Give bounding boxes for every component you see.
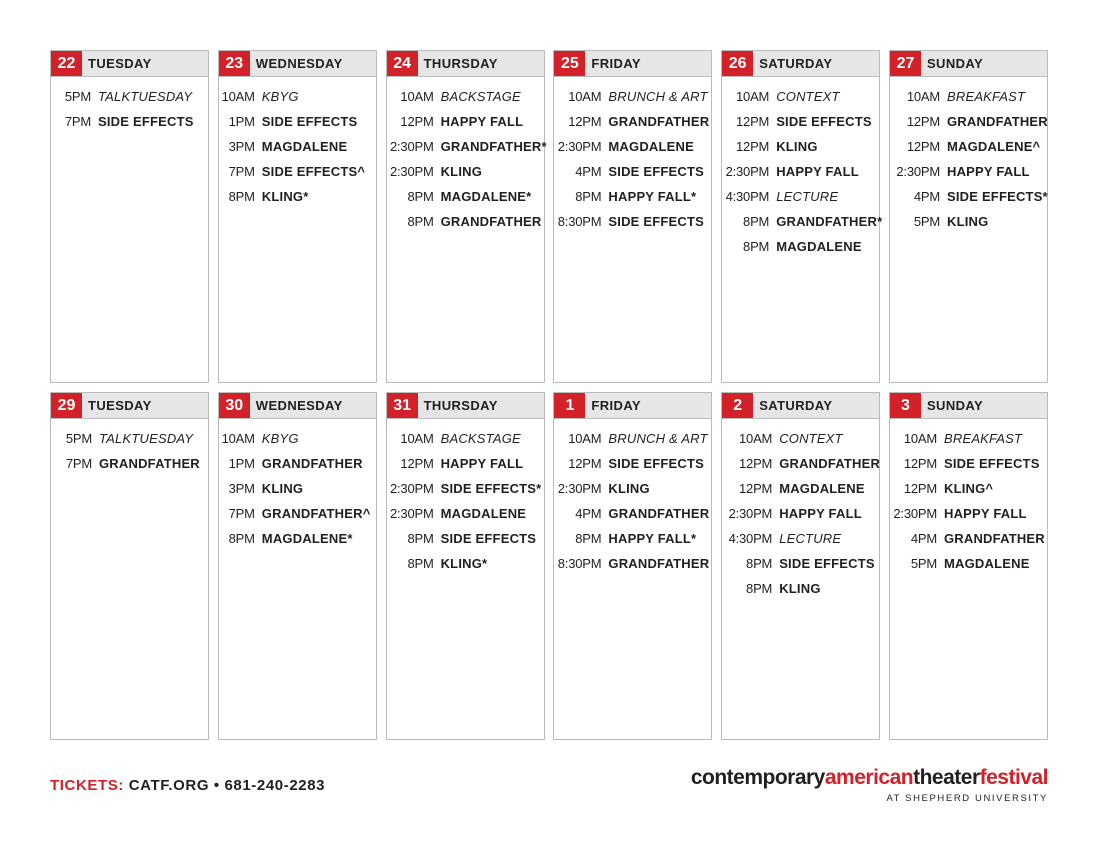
event-time: 8PM bbox=[575, 531, 602, 546]
day-header bbox=[387, 51, 544, 77]
event-item bbox=[554, 109, 711, 134]
event-title: KLING bbox=[440, 164, 483, 179]
event-time: 2:30PM bbox=[389, 481, 434, 496]
event-title: MAGDALENE bbox=[261, 139, 348, 154]
event-list bbox=[51, 426, 208, 476]
event-time: 4PM bbox=[910, 531, 937, 546]
event-title: MAGDALENE bbox=[779, 481, 865, 496]
day-header bbox=[219, 393, 376, 419]
day-header bbox=[554, 51, 711, 77]
event-time: 7PM bbox=[64, 114, 91, 129]
event-title: GRANDFATHER^ bbox=[261, 506, 371, 521]
event-title: BACKSTAGE bbox=[440, 89, 521, 104]
event-title: KBYG bbox=[261, 431, 299, 446]
event-time: 12PM bbox=[400, 456, 434, 471]
event-item bbox=[554, 209, 711, 234]
day-number: 22 bbox=[51, 51, 82, 76]
day-number: 2 bbox=[722, 393, 753, 418]
event-list bbox=[51, 84, 208, 134]
event-item bbox=[387, 184, 544, 209]
event-title: KLING* bbox=[440, 556, 488, 571]
day-name: FRIDAY bbox=[591, 56, 641, 71]
event-item bbox=[554, 501, 711, 526]
day-column bbox=[721, 392, 880, 740]
day-number: 23 bbox=[219, 51, 250, 76]
event-item bbox=[722, 576, 879, 601]
event-time: 2:30PM bbox=[893, 506, 937, 521]
event-time: 10AM bbox=[568, 431, 602, 446]
event-item bbox=[219, 84, 376, 109]
day-column bbox=[218, 50, 377, 383]
event-item bbox=[722, 526, 879, 551]
event-item bbox=[387, 134, 547, 159]
event-item bbox=[890, 451, 1047, 476]
event-time: 2:30PM bbox=[728, 506, 773, 521]
event-item bbox=[722, 159, 879, 184]
event-title: MAGDALENE* bbox=[440, 189, 532, 204]
event-item bbox=[219, 451, 376, 476]
event-item bbox=[554, 526, 711, 551]
event-item bbox=[554, 476, 711, 501]
event-list bbox=[890, 426, 1047, 576]
event-time: 8PM bbox=[746, 556, 773, 571]
event-item bbox=[890, 526, 1047, 551]
event-title: SIDE EFFECTS bbox=[608, 456, 704, 471]
event-item bbox=[890, 209, 1047, 234]
event-time: 4PM bbox=[575, 506, 602, 521]
day-number: 24 bbox=[387, 51, 418, 76]
event-title: MAGDALENE bbox=[608, 139, 694, 154]
event-title: GRANDFATHER bbox=[946, 114, 1048, 129]
event-title: CONTEXT bbox=[779, 431, 843, 446]
event-title: HAPPY FALL bbox=[943, 506, 1027, 521]
event-item bbox=[387, 451, 544, 476]
day-column bbox=[721, 50, 883, 383]
event-item bbox=[387, 426, 544, 451]
tickets-info bbox=[50, 777, 325, 794]
event-item bbox=[51, 451, 208, 476]
event-item bbox=[890, 159, 1047, 184]
event-item bbox=[722, 501, 879, 526]
event-title: MAGDALENE* bbox=[261, 531, 353, 546]
event-title: KLING* bbox=[261, 189, 309, 204]
event-title: HAPPY FALL bbox=[440, 456, 524, 471]
event-title: GRANDFATHER bbox=[261, 456, 363, 471]
event-title: KBYG bbox=[261, 89, 299, 104]
event-item bbox=[722, 476, 879, 501]
day-header bbox=[219, 51, 376, 77]
day-column bbox=[889, 50, 1048, 383]
event-time: 5PM bbox=[913, 214, 940, 229]
event-item bbox=[387, 551, 544, 576]
event-time: 8PM bbox=[407, 556, 434, 571]
event-time: 12PM bbox=[739, 481, 773, 496]
event-time: 2:30PM bbox=[389, 506, 434, 521]
event-time: 12PM bbox=[568, 114, 602, 129]
event-time: 2:30PM bbox=[557, 481, 602, 496]
day-column bbox=[218, 392, 377, 740]
event-title: HAPPY FALL bbox=[440, 114, 524, 129]
event-item bbox=[387, 109, 544, 134]
event-item bbox=[890, 476, 1047, 501]
event-title: TALKTUESDAY bbox=[98, 89, 193, 104]
event-time: 7PM bbox=[228, 164, 255, 179]
event-title: GRANDFATHER bbox=[99, 456, 200, 471]
event-time: 8PM bbox=[743, 239, 770, 254]
event-item bbox=[722, 109, 879, 134]
event-time: 12PM bbox=[568, 456, 602, 471]
event-time: 12PM bbox=[739, 456, 773, 471]
week-row-1 bbox=[50, 50, 1048, 383]
event-title: HAPPY FALL bbox=[779, 506, 862, 521]
event-title: MAGDALENE^ bbox=[946, 139, 1041, 154]
day-column bbox=[386, 50, 545, 383]
event-item bbox=[219, 526, 376, 551]
event-item bbox=[219, 426, 376, 451]
day-number: 29 bbox=[51, 393, 82, 418]
event-item bbox=[554, 451, 711, 476]
event-item bbox=[890, 84, 1047, 109]
day-name: WEDNESDAY bbox=[255, 398, 343, 413]
event-time: 8PM bbox=[407, 531, 434, 546]
event-title: KLING bbox=[946, 214, 989, 229]
event-time: 2:30PM bbox=[725, 164, 770, 179]
event-time: 8PM bbox=[743, 214, 770, 229]
event-list bbox=[890, 84, 1047, 234]
day-name: TUESDAY bbox=[88, 56, 152, 71]
event-time: 10AM bbox=[906, 89, 940, 104]
day-number: 27 bbox=[890, 51, 921, 76]
event-time: 2:30PM bbox=[896, 164, 940, 179]
day-header bbox=[554, 393, 711, 419]
event-list bbox=[722, 426, 879, 601]
event-title: SIDE EFFECTS bbox=[779, 556, 875, 571]
day-number: 1 bbox=[554, 393, 585, 418]
event-item bbox=[387, 84, 544, 109]
event-item bbox=[387, 209, 544, 234]
event-item bbox=[387, 159, 544, 184]
event-list bbox=[554, 84, 711, 234]
event-item bbox=[51, 84, 208, 109]
event-list bbox=[387, 426, 544, 576]
event-time: 5PM bbox=[65, 431, 92, 446]
day-number: 31 bbox=[387, 393, 418, 418]
event-item bbox=[219, 501, 376, 526]
event-time: 8PM bbox=[228, 531, 255, 546]
event-title: GRANDFATHER bbox=[440, 214, 542, 229]
event-item bbox=[722, 451, 879, 476]
tickets-label: TICKETS: bbox=[50, 777, 124, 794]
event-title: HAPPY FALL* bbox=[608, 189, 697, 204]
day-name: SATURDAY bbox=[759, 398, 833, 413]
event-time: 5PM bbox=[910, 556, 937, 571]
event-title: GRANDFATHER bbox=[779, 456, 881, 471]
event-time: 12PM bbox=[903, 481, 937, 496]
event-time: 8:30PM bbox=[557, 214, 602, 229]
event-time: 10AM bbox=[568, 89, 602, 104]
event-time: 4:30PM bbox=[728, 531, 773, 546]
week-row-2 bbox=[50, 392, 1048, 740]
event-title: HAPPY FALL* bbox=[608, 531, 697, 546]
event-title: BREAKFAST bbox=[946, 89, 1026, 104]
logo-subtitle: AT SHEPHERD UNIVERSITY bbox=[886, 793, 1048, 804]
event-title: BRUNCH & ART bbox=[608, 431, 708, 446]
event-title: SIDE EFFECTS^ bbox=[261, 164, 366, 179]
event-time: 8PM bbox=[407, 189, 434, 204]
event-time: 7PM bbox=[228, 506, 255, 521]
event-title: SIDE EFFECTS bbox=[440, 531, 537, 546]
day-column bbox=[50, 392, 209, 740]
event-item bbox=[554, 159, 711, 184]
event-item bbox=[554, 426, 711, 451]
event-item bbox=[219, 476, 376, 501]
logo-wordmark bbox=[691, 766, 1048, 790]
event-title: GRANDFATHER* bbox=[440, 139, 547, 154]
event-time: 10AM bbox=[903, 431, 937, 446]
event-item bbox=[219, 134, 376, 159]
event-list bbox=[722, 84, 883, 259]
event-time: 8PM bbox=[228, 189, 255, 204]
day-name: SUNDAY bbox=[926, 398, 984, 413]
logo-part-contemporary: contemporary bbox=[690, 766, 825, 789]
event-time: 12PM bbox=[906, 139, 940, 154]
day-header bbox=[387, 393, 544, 419]
event-title: KLING bbox=[608, 481, 650, 496]
event-title: GRANDFATHER bbox=[943, 531, 1045, 546]
event-item bbox=[387, 501, 544, 526]
event-time: 3PM bbox=[228, 481, 255, 496]
day-name: FRIDAY bbox=[591, 398, 641, 413]
event-time: 12PM bbox=[906, 114, 940, 129]
event-time: 1PM bbox=[228, 114, 255, 129]
event-title: BACKSTAGE bbox=[440, 431, 521, 446]
day-header bbox=[890, 393, 1047, 419]
logo-part-festival: festival bbox=[979, 766, 1048, 789]
day-header bbox=[722, 393, 879, 419]
day-column bbox=[50, 50, 209, 383]
event-item bbox=[722, 234, 879, 259]
event-list bbox=[219, 84, 376, 209]
event-time: 12PM bbox=[400, 114, 434, 129]
event-title: HAPPY FALL bbox=[776, 164, 859, 179]
event-time: 2:30PM bbox=[389, 139, 434, 154]
event-time: 12PM bbox=[736, 139, 770, 154]
event-item bbox=[554, 551, 711, 576]
day-name: THURSDAY bbox=[423, 56, 498, 71]
day-column bbox=[889, 392, 1048, 740]
event-item bbox=[722, 209, 883, 234]
festival-logo bbox=[691, 766, 1048, 804]
event-title: SIDE EFFECTS* bbox=[440, 481, 542, 496]
event-title: KLING^ bbox=[943, 481, 994, 496]
event-item bbox=[51, 109, 208, 134]
event-title: MAGDALENE bbox=[440, 506, 527, 521]
event-title: TALKTUESDAY bbox=[99, 431, 194, 446]
day-number: 3 bbox=[890, 393, 921, 418]
event-time: 4:30PM bbox=[725, 189, 770, 204]
tickets-contact: CATF.ORG • 681-240-2283 bbox=[123, 777, 326, 794]
day-column bbox=[553, 50, 712, 383]
event-title: CONTEXT bbox=[776, 89, 840, 104]
event-time: 10AM bbox=[221, 89, 255, 104]
event-item bbox=[219, 159, 376, 184]
day-name: WEDNESDAY bbox=[255, 56, 343, 71]
day-header bbox=[722, 51, 879, 77]
event-item bbox=[722, 551, 879, 576]
day-number: 25 bbox=[554, 51, 585, 76]
event-item bbox=[722, 184, 879, 209]
event-time: 1PM bbox=[228, 456, 255, 471]
event-title: SIDE EFFECTS bbox=[98, 114, 194, 129]
event-list bbox=[387, 84, 547, 234]
event-title: BREAKFAST bbox=[943, 431, 1023, 446]
event-time: 4PM bbox=[575, 164, 602, 179]
day-number: 30 bbox=[219, 393, 250, 418]
event-title: SIDE EFFECTS bbox=[608, 214, 704, 229]
event-item bbox=[51, 426, 208, 451]
day-name: SATURDAY bbox=[759, 56, 833, 71]
event-item bbox=[722, 84, 879, 109]
event-title: KLING bbox=[261, 481, 304, 496]
event-title: HAPPY FALL bbox=[946, 164, 1030, 179]
event-item bbox=[890, 551, 1047, 576]
event-title: GRANDFATHER* bbox=[776, 214, 883, 229]
event-item bbox=[722, 134, 879, 159]
event-item bbox=[890, 426, 1047, 451]
event-time: 4PM bbox=[913, 189, 940, 204]
day-header bbox=[51, 51, 208, 77]
event-time: 10AM bbox=[400, 431, 434, 446]
event-title: KLING bbox=[776, 139, 818, 154]
event-title: SIDE EFFECTS bbox=[943, 456, 1040, 471]
event-time: 7PM bbox=[65, 456, 92, 471]
day-column bbox=[553, 392, 712, 740]
event-item bbox=[890, 134, 1047, 159]
event-item bbox=[890, 184, 1047, 209]
logo-part-theater: theater bbox=[913, 766, 980, 789]
event-time: 8PM bbox=[575, 189, 602, 204]
logo-part-american: american bbox=[824, 766, 914, 789]
event-time: 8PM bbox=[746, 581, 773, 596]
event-item bbox=[554, 84, 711, 109]
day-header bbox=[51, 393, 208, 419]
event-list bbox=[219, 426, 376, 551]
event-title: GRANDFATHER bbox=[608, 506, 710, 521]
event-time: 2:30PM bbox=[389, 164, 434, 179]
event-time: 12PM bbox=[736, 114, 770, 129]
event-title: GRANDFATHER bbox=[608, 556, 710, 571]
event-item bbox=[387, 526, 544, 551]
event-time: 12PM bbox=[903, 456, 937, 471]
event-item bbox=[554, 184, 711, 209]
day-header bbox=[890, 51, 1047, 77]
event-time: 10AM bbox=[739, 431, 773, 446]
event-title: LECTURE bbox=[779, 531, 842, 546]
event-time: 10AM bbox=[736, 89, 770, 104]
event-time: 2:30PM bbox=[557, 139, 602, 154]
event-item bbox=[554, 134, 711, 159]
event-item bbox=[890, 109, 1047, 134]
event-item bbox=[387, 476, 544, 501]
event-title: SIDE EFFECTS bbox=[261, 114, 358, 129]
event-time: 8PM bbox=[407, 214, 434, 229]
event-time: 5PM bbox=[64, 89, 91, 104]
day-column bbox=[386, 392, 545, 740]
event-title: SIDE EFFECTS bbox=[608, 164, 704, 179]
event-title: MAGDALENE bbox=[943, 556, 1030, 571]
event-item bbox=[219, 184, 376, 209]
event-title: SIDE EFFECTS* bbox=[946, 189, 1048, 204]
event-time: 10AM bbox=[221, 431, 255, 446]
event-title: LECTURE bbox=[776, 189, 839, 204]
event-item bbox=[722, 426, 879, 451]
event-title: MAGDALENE bbox=[776, 239, 862, 254]
day-name: TUESDAY bbox=[88, 398, 152, 413]
event-list bbox=[554, 426, 711, 576]
event-title: GRANDFATHER bbox=[608, 114, 710, 129]
event-item bbox=[219, 109, 376, 134]
event-time: 3PM bbox=[228, 139, 255, 154]
event-title: KLING bbox=[779, 581, 821, 596]
day-name: SUNDAY bbox=[926, 56, 984, 71]
event-title: BRUNCH & ART bbox=[608, 89, 708, 104]
day-number: 26 bbox=[722, 51, 753, 76]
event-time: 8:30PM bbox=[557, 556, 602, 571]
day-name: THURSDAY bbox=[423, 398, 498, 413]
event-title: SIDE EFFECTS bbox=[776, 114, 872, 129]
event-item bbox=[890, 501, 1047, 526]
event-time: 10AM bbox=[400, 89, 434, 104]
